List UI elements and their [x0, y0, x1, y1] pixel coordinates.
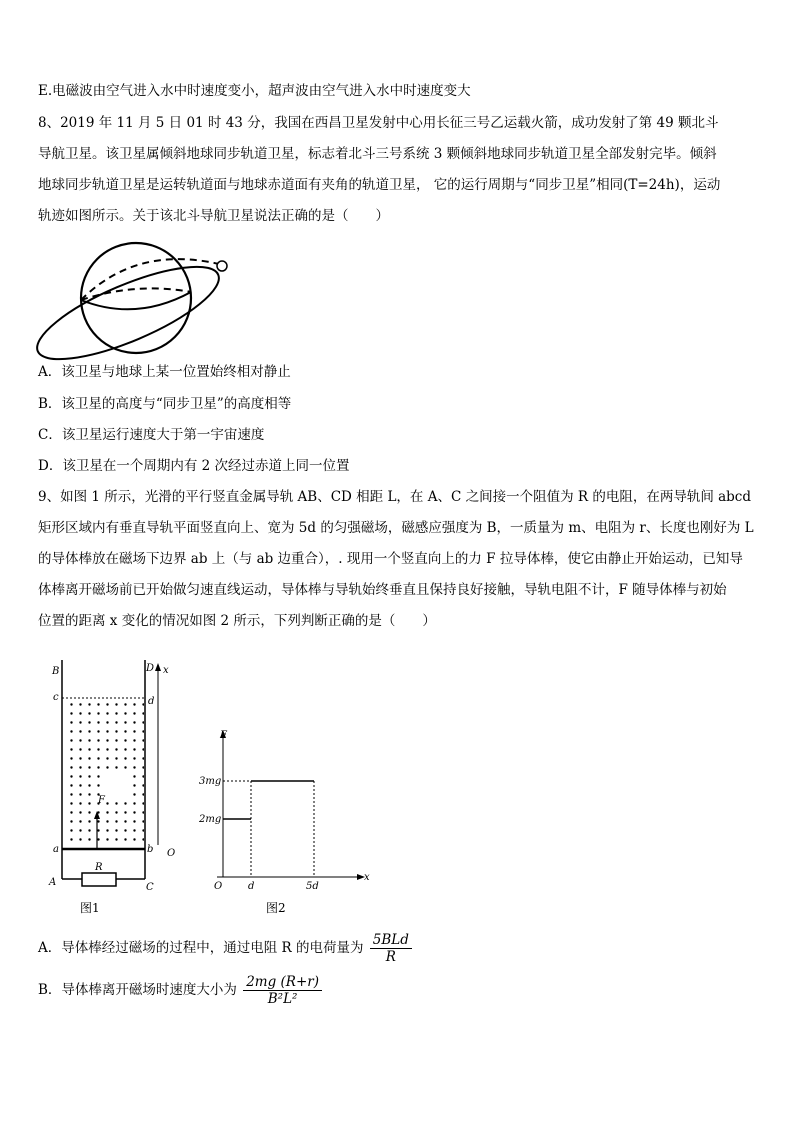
fig2-label-3mg: 3mg	[199, 776, 222, 787]
fig2-label-2mg: 2mg	[199, 814, 222, 825]
fig1-label-b: b	[147, 844, 154, 855]
fig2-label-F: F	[220, 730, 227, 741]
option-e: E.电磁波由空气进入水中时速度变小，超声波由空气进入水中时速度变大	[38, 83, 471, 99]
q9-option-a	[38, 932, 412, 965]
orbit-figure	[36, 237, 236, 377]
q9-line: 的导体棒放在磁场下边界 ab 上（与 ab 边重合），. 现用一个竖直向上的力 F 拉导体棒，使它由静止开始运动，已知导	[38, 551, 743, 567]
q9-line: 体棒离开磁场前已开始做匀速直线运动，导体棒与导轨始终垂直且保持良好接触，导轨电阻不计，F 随导体棒与初始	[38, 582, 727, 598]
q8-option-c: C．该卫星运行速度大于第一宇宙速度	[38, 427, 265, 443]
fig2-label-O: O	[214, 881, 223, 892]
formula-denominator: B²L²	[267, 991, 298, 1007]
fig1-label-C: C	[146, 882, 154, 893]
fig2-label-d: d	[248, 881, 255, 892]
fig1-label-a: a	[53, 844, 59, 855]
q9-line: 矩形区域内有垂直导轨平面竖直向上、宽为 5d 的匀强磁场，磁感应强度为 B，一质量为 m、电阻为 r、长度也刚好为 L	[38, 520, 754, 536]
fig2-label-5d: 5d	[306, 881, 319, 892]
q9-option-b	[38, 974, 322, 1007]
fig1-label-R: R	[95, 862, 103, 873]
fig1-label-O: O	[167, 848, 176, 859]
q8-line: 8、2019 年 11 月 5 日 01 时 43 分，我国在西昌卫星发射中心用长征三号乙运载火箭，成功发射了第 49 颗北斗	[38, 115, 719, 131]
q9-line: 9、如图 1 所示，光滑的平行竖直金属导轨 AB、CD 相距 L，在 A、C 之间接一个阻值为 R 的电阻，在两导轨间 abcd	[38, 489, 752, 505]
fig1-label-d: d	[148, 696, 155, 707]
fig1-label-x: x	[163, 665, 169, 676]
fig1-label-D: D	[146, 663, 155, 674]
q9-option-a-formula	[370, 932, 412, 965]
fig1-label-A: A	[49, 877, 57, 888]
q9-option-a-text: A．导体棒经过磁场的过程中，通过电阻 R 的电荷量为	[38, 940, 364, 956]
fig1-label-B: B	[52, 666, 60, 677]
q9-option-b-text: B．导体棒离开磁场时速度大小为	[38, 982, 237, 998]
formula-denominator: R	[385, 949, 396, 965]
q8-line: 轨迹如图所示。关于该北斗导航卫星说法正确的是（ ）	[38, 208, 389, 224]
q8-line: 地球同步轨道卫星是运转轨道面与地球赤道面有夹角的轨道卫星， 它的运行周期与“同步卫星”相同(T=24h)，运动	[38, 177, 721, 193]
formula-numerator: 5BLd	[370, 932, 412, 949]
fig1-caption: 图1	[80, 901, 100, 915]
formula-numerator: 2mg (R+r)	[243, 974, 322, 991]
figure-1	[40, 655, 200, 925]
q8-line: 导航卫星。该卫星属倾斜地球同步轨道卫星，标志着北斗三号系统 3 颗倾斜地球同步轨道卫星全部发射完毕。倾斜	[38, 146, 717, 162]
fig1-label-c: c	[53, 692, 59, 703]
fig1-label-F: F	[98, 795, 105, 806]
q8-option-d: D．该卫星在一个周期内有 2 次经过赤道上同一位置	[38, 458, 350, 474]
q9-option-b-formula	[243, 974, 322, 1007]
q8-option-b: B．该卫星的高度与“同步卫星”的高度相等	[38, 396, 292, 412]
fig2-caption: 图2	[266, 901, 286, 915]
q8-option-a: A．该卫星与地球上某一位置始终相对静止	[38, 364, 291, 380]
q9-line: 位置的距离 x 变化的情况如图 2 所示，下列判断正确的是（ ）	[38, 613, 436, 629]
fig2-label-x: x	[364, 872, 370, 883]
figure-2	[195, 725, 385, 925]
